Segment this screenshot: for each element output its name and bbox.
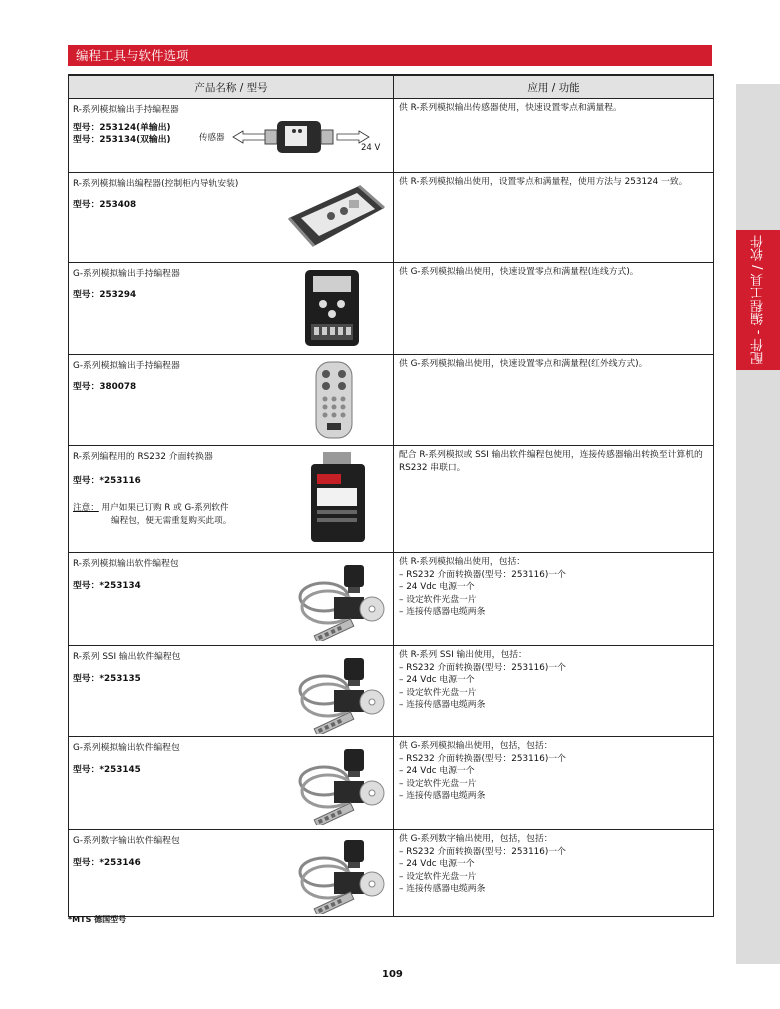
table-row xyxy=(69,263,714,355)
product-name: G-系列模拟输出手持编程器 xyxy=(73,361,180,371)
list-item: – 连接传感器电缆两条 xyxy=(399,883,708,896)
model-number: 型号：*253116 xyxy=(73,476,141,486)
sensor-label: 传感器 xyxy=(199,133,225,143)
table-row xyxy=(69,553,714,646)
page-number: 109 xyxy=(382,969,403,980)
section-tab-label-wrap xyxy=(736,230,780,370)
list-item: – RS232 介面转换器(型号：253116)一个 xyxy=(399,662,708,675)
application-block xyxy=(394,553,713,622)
product-cell xyxy=(69,99,394,173)
kit-contents-list xyxy=(399,753,708,803)
product-name: R-系列编程用的 RS232 介面转换器 xyxy=(73,452,213,462)
column-header-application: 应用 / 功能 xyxy=(394,75,714,99)
application-text: 供 R-系列模拟输出传感器使用，快速设置零点和满量程。 xyxy=(399,103,622,113)
kit-contents-list xyxy=(399,846,708,896)
column-header-product: 产品名称 / 型号 xyxy=(69,75,394,99)
application-text: 供 R-系列模拟输出使用，设置零点和满量程，使用方法与 253124 一致。 xyxy=(399,177,688,187)
table-row xyxy=(69,737,714,830)
application-text: 供 G-系列模拟输出使用，快速设置零点和满量程(连线方式)。 xyxy=(399,267,639,277)
list-item: – 设定软件光盘一片 xyxy=(399,778,708,791)
list-item: – 连接传感器电缆两条 xyxy=(399,790,708,803)
list-item: – 设定软件光盘一片 xyxy=(399,594,708,607)
kit-contents-list xyxy=(399,662,708,712)
side-margin-bar xyxy=(736,84,780,964)
product-name: R-系列模拟输出手持编程器 xyxy=(73,105,179,115)
table-row xyxy=(69,355,714,446)
model-number: 型号：380078 xyxy=(73,382,137,392)
rail-programmer-illustration xyxy=(279,178,389,256)
model-number: 型号：253294 xyxy=(73,290,137,300)
application-block xyxy=(394,737,713,806)
application-cell xyxy=(394,173,714,263)
application-cell xyxy=(394,737,714,830)
application-cell xyxy=(394,263,714,355)
table-header-row xyxy=(69,75,714,99)
list-item: – 设定软件光盘一片 xyxy=(399,687,708,700)
application-cell xyxy=(394,553,714,646)
table-row xyxy=(69,830,714,917)
application-block xyxy=(394,830,713,899)
list-item: – RS232 介面转换器(型号：253116)一个 xyxy=(399,753,708,766)
list-item: – 24 Vdc 电源一个 xyxy=(399,765,708,778)
rs232-converter-illustration xyxy=(305,450,371,546)
software-kit-illustration xyxy=(294,650,390,734)
section-tab-label: 配件 - 编程工具 / 软件 xyxy=(750,235,766,365)
product-cell xyxy=(69,830,394,917)
table-row xyxy=(69,646,714,737)
product-cell xyxy=(69,173,394,263)
application-text: 供 G-系列数字输出使用，包括，包括： xyxy=(399,834,553,844)
model-number: 型号：*253134 xyxy=(73,581,141,591)
list-item: – 连接传感器电缆两条 xyxy=(399,606,708,619)
application-text: 供 R-系列 SSI 输出使用，包括： xyxy=(399,650,527,660)
note-label: 注意： xyxy=(73,503,99,513)
footnote: *MTS 德国型号 xyxy=(68,915,127,924)
model-number: 型号：*253135 xyxy=(73,674,141,684)
product-cell xyxy=(69,737,394,830)
table-row xyxy=(69,99,714,173)
product-name: G-系列模拟输出手持编程器 xyxy=(73,269,180,279)
list-item: – 24 Vdc 电源一个 xyxy=(399,674,708,687)
application-cell xyxy=(394,646,714,737)
list-item: – 设定软件光盘一片 xyxy=(399,871,708,884)
table-row xyxy=(69,446,714,553)
product-cell xyxy=(69,355,394,446)
list-item: – 24 Vdc 电源一个 xyxy=(399,581,708,594)
note-line-1: 注意： 用户如果已订购 R 或 G-系列软件 xyxy=(73,503,229,513)
note-line-2: 编程包，便无需重复购买此项。 xyxy=(111,516,232,526)
application-text: 供 R-系列模拟输出使用，包括： xyxy=(399,557,526,567)
section-title: 编程工具与软件选项 xyxy=(68,45,712,66)
application-cell xyxy=(394,355,714,446)
model-number: 型号：253408 xyxy=(73,200,137,210)
kit-contents-list xyxy=(399,569,708,619)
product-cell xyxy=(69,263,394,355)
model-number: 型号：253124(单输出) xyxy=(73,123,171,133)
software-kit-illustration xyxy=(294,741,390,825)
table-row xyxy=(69,173,714,263)
power-label: 24 V xyxy=(361,143,381,153)
application-cell xyxy=(394,99,714,173)
application-cell xyxy=(394,830,714,917)
application-text: 供 G-系列模拟输出使用，包括，包括： xyxy=(399,741,553,751)
product-name: R-系列模拟输出软件编程包 xyxy=(73,559,179,569)
g-series-wired-programmer-illustration xyxy=(301,268,363,348)
product-name: G-系列模拟输出软件编程包 xyxy=(73,743,180,753)
application-block xyxy=(394,646,713,715)
product-name: R-系列 SSI 输出软件编程包 xyxy=(73,652,181,662)
application-text: 配合 R-系列模拟或 SSI 输出软件编程包使用，连接传感器输出转换至计算机的 RS232 串联口。 xyxy=(399,450,703,473)
product-cell xyxy=(69,446,394,553)
software-kit-illustration xyxy=(294,557,390,641)
product-cell xyxy=(69,646,394,737)
list-item: – RS232 介面转换器(型号：253116)一个 xyxy=(399,569,708,582)
list-item: – 24 Vdc 电源一个 xyxy=(399,858,708,871)
application-cell xyxy=(394,446,714,553)
product-name: G-系列数字输出软件编程包 xyxy=(73,836,180,846)
application-text: 供 G-系列模拟输出使用，快速设置零点和满量程(红外线方式)。 xyxy=(399,359,648,369)
model-number: 型号：*253145 xyxy=(73,765,141,775)
product-cell xyxy=(69,553,394,646)
list-item: – 连接传感器电缆两条 xyxy=(399,699,708,712)
software-kit-illustration xyxy=(294,832,390,914)
product-table xyxy=(68,74,714,917)
product-name: R-系列模拟输出编程器(控制柜内导轨安装) xyxy=(73,179,239,189)
ir-remote-illustration xyxy=(311,360,357,440)
list-item: – RS232 介面转换器(型号：253116)一个 xyxy=(399,846,708,859)
model-number: 型号：*253146 xyxy=(73,858,141,868)
model-number-dual: 型号：253134(双输出) xyxy=(73,135,171,145)
handheld-programmer-illustration xyxy=(197,113,387,158)
